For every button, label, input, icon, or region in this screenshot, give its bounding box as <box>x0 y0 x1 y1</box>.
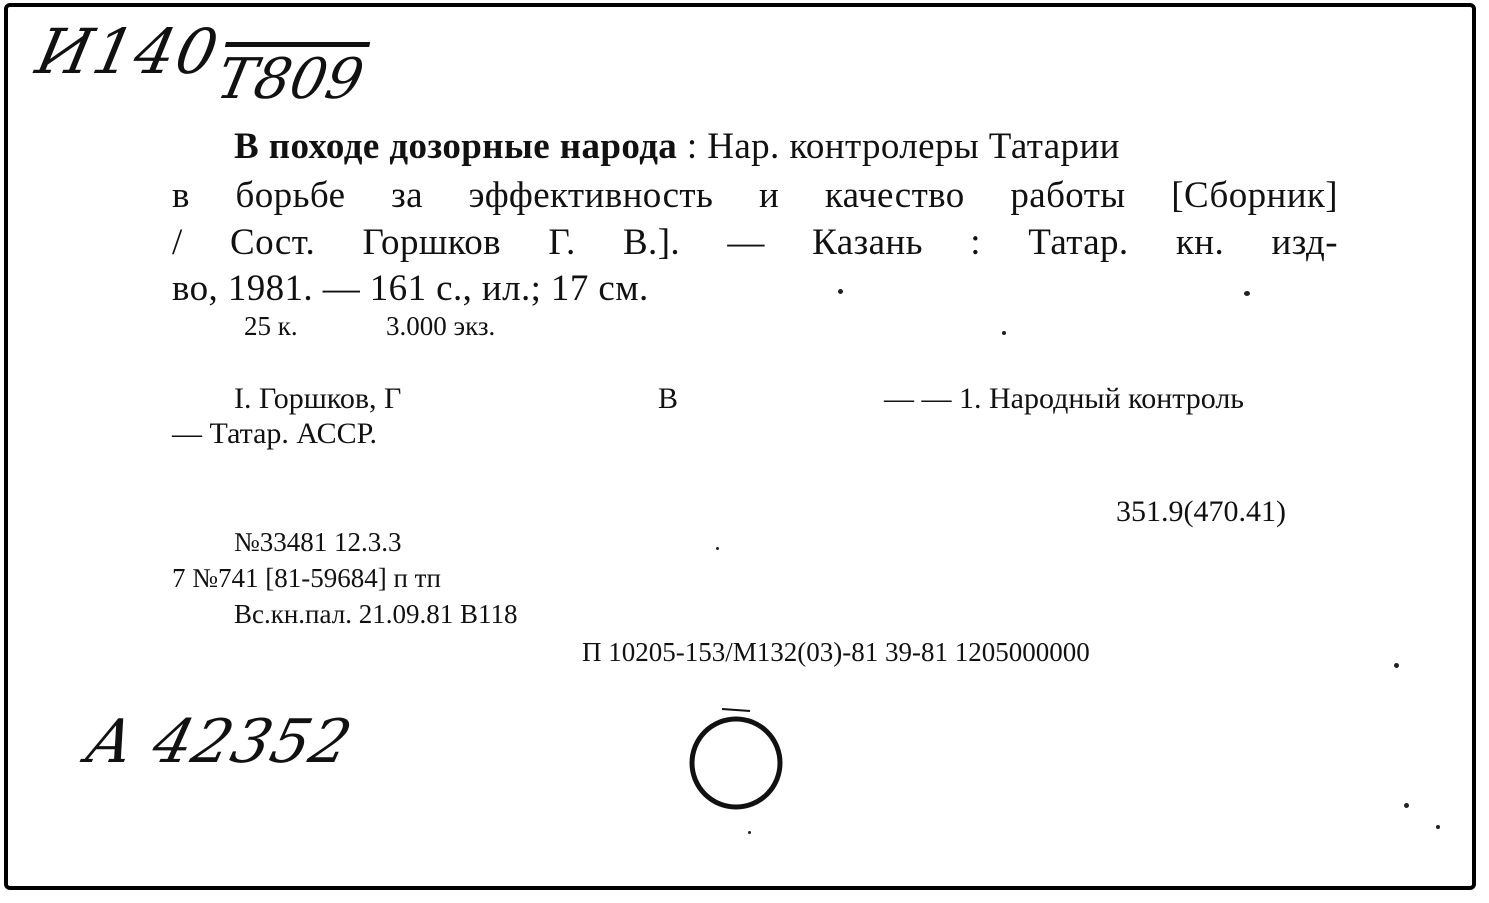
tracing-author: I. Горшков, Г <box>234 382 402 415</box>
handwritten-inventory-number: Т809 <box>211 47 370 112</box>
speck <box>1394 663 1399 668</box>
speck <box>1436 825 1440 829</box>
classification-code: 351.9(470.41) <box>1116 495 1286 528</box>
speck <box>748 831 751 834</box>
tracing-subject-cont: — Татар. АССР. <box>172 417 378 450</box>
catalog-card <box>4 3 1476 890</box>
title-line-1 <box>234 125 1338 168</box>
speck <box>1002 331 1006 335</box>
price: 25 к. <box>244 311 298 341</box>
title-line-4: во, 1981. — 161 с., ил.; 17 см. <box>172 268 649 309</box>
registry-line-2: 7 №741 [81-59684] п тп <box>172 563 441 593</box>
speck <box>716 547 719 550</box>
registry-line-4: П 10205-153/М132(03)-81 39-81 1205000000 <box>582 637 1090 667</box>
title-line-2: в борьбе за эффективность и качество работы [Сборник] <box>172 175 1338 216</box>
speck <box>838 289 843 294</box>
tracing-initial: В <box>658 382 679 415</box>
handwritten-call-number: И140 <box>30 15 227 88</box>
speck <box>1404 803 1409 808</box>
tracing-subject: — — 1. Народный контроль <box>884 382 1244 415</box>
registry-line-3: Вс.кн.пал. 21.09.81 В118 <box>234 599 518 629</box>
title-line-3: / Сост. Горшков Г. В.]. — Казань : Татар. кн. изд- <box>172 222 1338 263</box>
handwritten-accession-number: А 42352 <box>79 707 360 777</box>
registry-line-1: №33481 12.3.3 <box>234 527 402 557</box>
title-rest: : Нар. контролеры Татарии <box>677 126 1120 167</box>
circle-stamp-icon <box>688 707 788 817</box>
print-run: 3.000 экз. <box>386 311 496 341</box>
speck <box>1244 291 1250 296</box>
title-bold: В походе дозорные народа <box>234 126 678 167</box>
